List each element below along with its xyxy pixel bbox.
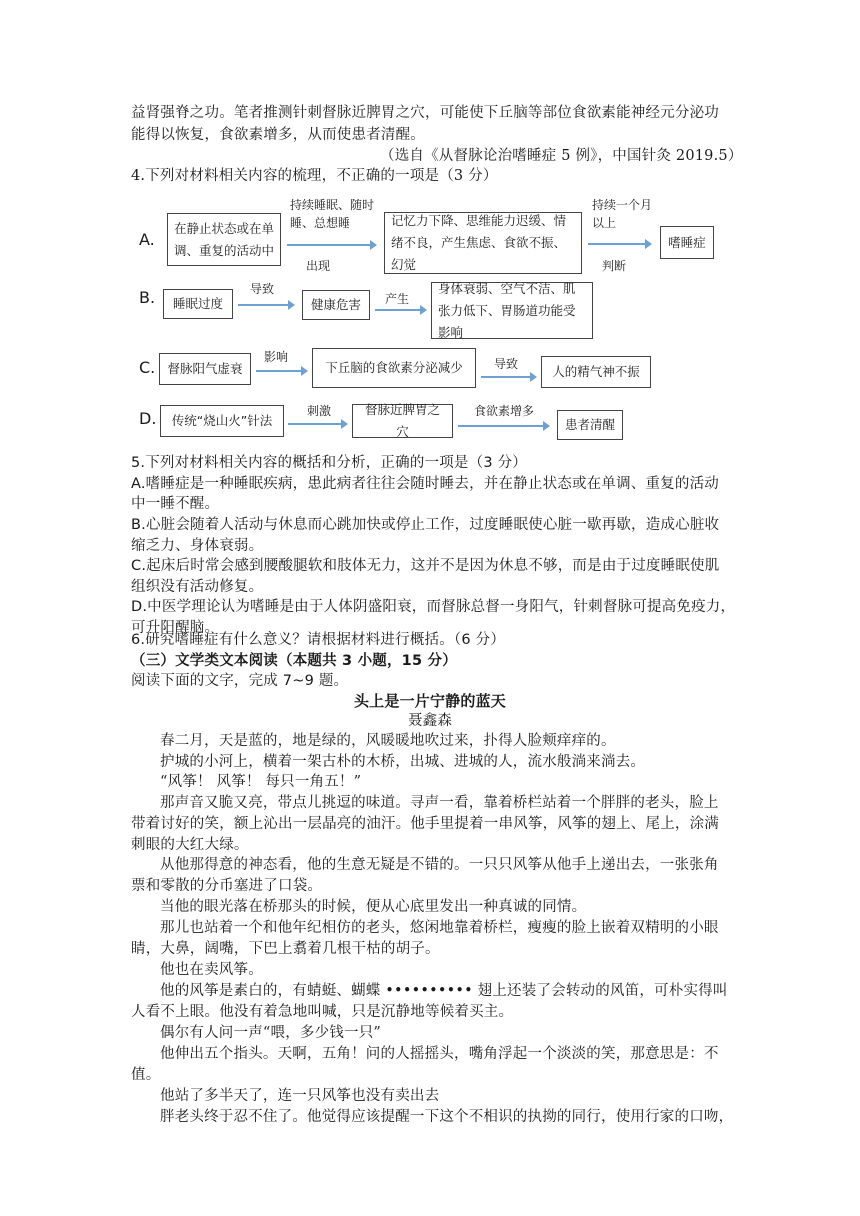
diagram-a-box-1: 在静止状态或在单调、重复的活动中 [167, 213, 281, 266]
arrow-icon [588, 243, 650, 245]
paragraph: 偶尔有人问一声“喂，多少钱一只” [160, 1025, 382, 1041]
paragraph: 他伸出五个指头。天啊，五角！问的人摇摇头，嘴角浮起一个淡淡的笑，那意思是：不 [160, 1046, 719, 1062]
arrow-icon [458, 425, 548, 427]
option-c-line: C.起床后时常会感到腰酸腿软和肢体无力，这并不是因为休息不够，而是由于过度睡眠使肌 [131, 558, 720, 574]
paragraph: 票和零散的分币塞进了口袋。 [131, 878, 323, 894]
paragraph: 刺眼的大红大绿。 [131, 837, 249, 853]
option-c-line: 组织没有活动修复。 [131, 579, 264, 595]
paragraph: 睛，大鼻，阔嘴，下巴上翥着几根干枯的胡子。 [131, 941, 440, 957]
article-title: 头上是一片宁静的蓝天 [353, 692, 506, 710]
diagram-a-box-3: 嗜睡症 [660, 226, 714, 259]
diagram-a-arrow-1-text: 持续睡眠、随时睡、总想睡 [290, 198, 375, 230]
option-a-line: A.嗜睡症是一种睡眠疾病，患此病者往往会随时睡去，并在静止状态或在单调、重复的活动 [131, 476, 719, 492]
diagram-c-box-1: 督脉阳气虚衰 [159, 353, 251, 385]
option-b-line: B.心脏会随着人活动与休息而心跳加快或停止工作，过度睡眠使心脏一歇再歇，造成心脏收 [131, 517, 720, 533]
paragraph: 春二月，天是蓝的，地是绿的，风暖暖地吹过来，扑得人脸颊痒痒的。 [160, 733, 616, 749]
diagram-c-arrow-1-text: 影响 [264, 350, 289, 364]
source-citation: （选自《从督脉论治嗜睡症 5 例》，中国针灸 2019.5） [380, 148, 743, 164]
diagram-d-arrow-2-text: 食欲素增多 [474, 404, 535, 418]
paragraph: 带着讨好的笑，额上沁出一层晶亮的油汗。他手里提着一串风筝，风筝的翅上、尾上，涂满 [131, 816, 719, 832]
diagram-d-box-3: 患者清醒 [557, 410, 623, 440]
arrow-icon [287, 244, 375, 246]
diagram-d-box-2: 督脉近脾胃之穴 [352, 404, 453, 438]
diagram-b-box-3: 身体衰弱、空气不洁、肌张力低下、胃肠道功能受影响 [431, 282, 593, 339]
diagram-b-box-1: 睡眠过度 [163, 289, 233, 319]
option-a-line: 中一睡不醒。 [131, 496, 220, 512]
question-6-stem: 6.研究嗜睡症有什么意义？请根据材料进行概括。（6 分） [131, 632, 506, 648]
option-label-d: D. [139, 409, 157, 428]
option-d-line: 可升阳醒脑。 [131, 620, 220, 636]
diagram-a-arrow-2-text: 持续一个月以上 [592, 198, 653, 230]
diagram-a-box-2: 记忆力下降、思维能力迟缓、情绪不良，产生焦虑、食欲不振、幻觉 [384, 212, 582, 274]
arrow-icon [256, 370, 306, 372]
diagram-a-arrow-2-caption: 判断 [602, 259, 627, 273]
arrow-icon [238, 304, 293, 306]
option-label-b: B. [139, 288, 156, 307]
paragraph: 胖老头终于忍不住了。他觉得应该提醒一下这个不相识的执拗的同行，使用行家的口吻， [160, 1109, 734, 1125]
article-author: 聂鑫森 [407, 713, 453, 729]
paragraph: 值。 [131, 1067, 161, 1083]
paragraph: 从他那得意的神态看，他的生意无疑是不错的。一只只风筝从他手上递出去，一张张角 [160, 857, 719, 873]
paragraph: “风筝！ 风筝！ 每只一角五！” [160, 774, 362, 790]
paragraph: 当他的眼光落在桥那头的时候，便从心底里发出一种真诚的同情。 [160, 899, 587, 915]
arrow-icon [375, 309, 425, 311]
paragraph: 他站了多半天了，连一只风筝也没有卖出去 [160, 1088, 440, 1104]
diagram-b-arrow-2-text: 产生 [385, 292, 410, 306]
section-intro: 阅读下面的文字，完成 7~9 题。 [131, 673, 349, 689]
diagram-a-arrow-1-caption: 出现 [306, 259, 331, 273]
diagram-c-arrow-2-text: 导致 [494, 357, 519, 371]
diagram-c-box-3: 人的精气神不振 [541, 356, 651, 388]
paragraph: 那声音又脆又亮，带点儿挑逗的味道。寻声一看，靠着桥栏站着一个胖胖的老头，脸上 [160, 795, 719, 811]
text-line: 益肾强脊之功。笔者推测针刺督脉近脾胃之穴，可能使下丘脑等部位食欲素能神经元分泌功 [131, 105, 719, 121]
question-4-stem: 4.下列对材料相关内容的梳理，不正确的一项是（3 分） [131, 168, 498, 184]
diagram-c-box-2: 下丘脑的食欲素分泌减少 [312, 348, 476, 388]
diagram-d-box-1: 传统“烧山火”针法 [160, 405, 284, 437]
section-heading: （三）文学类文本阅读（本题共 3 小题，15 分） [131, 653, 457, 669]
diagram-b-arrow-1-text: 导致 [250, 282, 275, 296]
arrow-icon [481, 376, 535, 378]
paragraph: 护城的小河上，横着一架古朴的木桥，出城、进城的人，流水般淌来淌去。 [160, 754, 646, 770]
paragraph: 那儿也站着一个和他年纪相仿的老头，悠闲地靠着桥栏，瘦瘦的脸上嵌着双精明的小眼 [160, 920, 719, 936]
option-d-line: D.中医学理论认为嗜睡是由于人体阴盛阳衰，而督脉总督一身阳气，针刺督脉可提高免疫力， [131, 599, 736, 615]
option-b-line: 缩乏力、身体衰弱。 [131, 538, 264, 554]
diagram-d-arrow-1-text: 刺激 [307, 404, 332, 418]
question-5-stem: 5.下列对材料相关内容的概括和分析，正确的一项是（3 分） [131, 455, 527, 471]
paragraph: 他也在卖风筝。 [160, 962, 263, 978]
diagram-b-box-2: 健康危害 [302, 290, 370, 320]
option-label-c: C. [139, 358, 156, 377]
paragraph: 人看不上眼。他没有着急地叫喊，只是沉静地等候着买主。 [131, 1004, 514, 1020]
paragraph: 他的风筝是素白的，有蜻蜓、蝴蝶 •••••••••• 翅上还装了会转动的风笛，可朴实得叫 [160, 983, 728, 999]
text-line: 能得以恢复，食欲素增多，从而使患者清醒。 [131, 127, 425, 143]
arrow-icon [288, 423, 346, 425]
option-label-a: A. [139, 230, 155, 249]
